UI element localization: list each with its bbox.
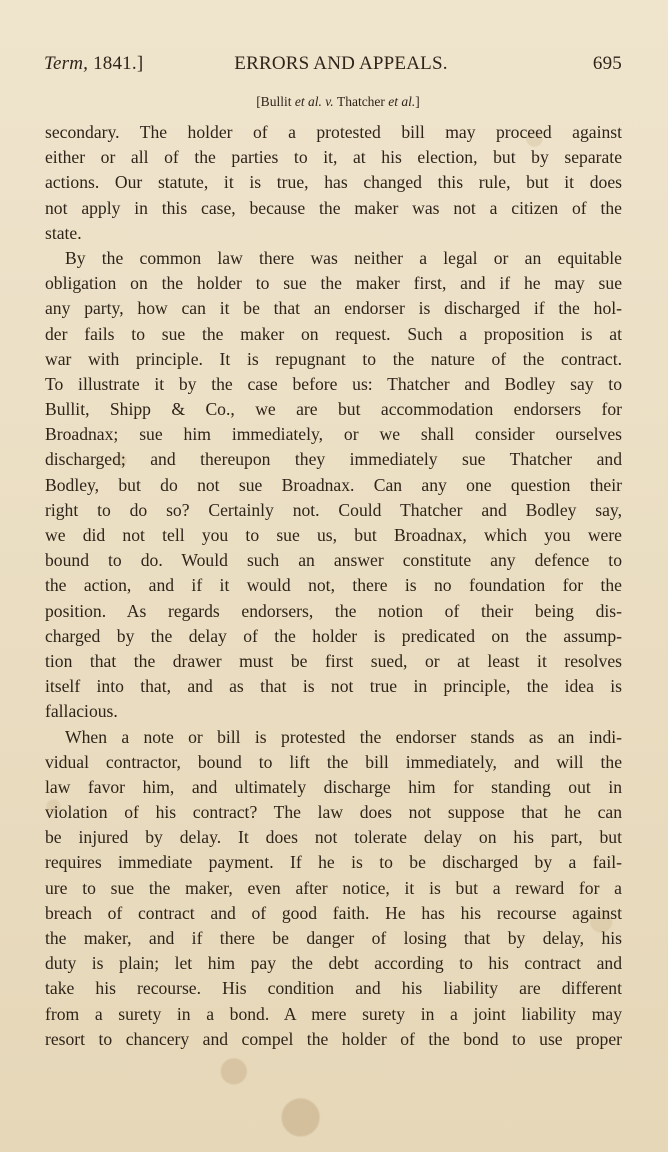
case-close: ] bbox=[415, 94, 420, 109]
text-line: from a surety in a bond. A mere surety in a joint liability may bbox=[45, 1003, 622, 1024]
text-line: fallacious. bbox=[45, 701, 118, 722]
running-header bbox=[44, 53, 622, 79]
text-line: be injured by delay. It does not tolerate delay on his part, but bbox=[45, 827, 622, 848]
text-line: bound to do. Would such an answer constitute any defence to bbox=[45, 550, 622, 571]
text-line: right to do so? Certainly not. Could Thatcher and Bodley say, bbox=[45, 499, 622, 520]
text-line: By the common law there was neither a legal or an equitable bbox=[65, 247, 622, 268]
text-line: charged by the delay of the holder is predicated on the assump- bbox=[45, 625, 622, 646]
text-line: war with principle. It is repugnant to the nature of the contract. bbox=[45, 348, 622, 369]
running-title: ERRORS AND APPEALS. bbox=[234, 53, 448, 74]
text-line: vidual contractor, bound to lift the bill immediately, and will the bbox=[45, 751, 622, 772]
text-line: not apply in this case, because the maker was not a citizen of the bbox=[45, 197, 622, 218]
text-line: the action, and if it would not, there is no foundation for the bbox=[45, 575, 622, 596]
case-open: [Bullit bbox=[256, 94, 295, 109]
case-caption bbox=[0, 94, 668, 110]
text-line: resort to chancery and compel the holder of the bond to use proper bbox=[45, 1028, 622, 1049]
text-line: violation of his contract? The law does not suppose that he can bbox=[45, 802, 622, 823]
text-line: secondary. The holder of a protested bill may proceed against bbox=[45, 122, 622, 142]
text-line: we did not tell you to sue us, but Broadnax, which you were bbox=[45, 525, 622, 545]
year-label: 1841.] bbox=[93, 53, 144, 74]
text-line: itself into that, and as that is not true in principle, the idea is bbox=[45, 676, 622, 697]
text-line: state. bbox=[45, 222, 82, 243]
text-line: actions. Our statute, it is true, has changed this rule, but it does bbox=[45, 172, 622, 193]
text-line: any party, how can it be that an endorser is discharged if the hol- bbox=[45, 298, 622, 319]
text-line: der fails to sue the maker on request. Such a proposition is at bbox=[45, 323, 622, 344]
text-line: ure to sue the maker, even after notice, it is but a reward for a bbox=[45, 877, 622, 898]
text-line: requires immediate payment. If he is to be discharged by a fail- bbox=[45, 852, 622, 873]
text-line: position. As regards endorsers, the notion of their being dis- bbox=[45, 600, 622, 621]
term-label: Term, bbox=[44, 53, 89, 74]
text-line: breach of contract and of good faith. He has his recourse against bbox=[45, 902, 622, 923]
case-defendant: Thatcher bbox=[336, 94, 389, 109]
case-versus: v. bbox=[321, 94, 337, 109]
text-line: either or all of the parties to it, at his election, but by separate bbox=[45, 147, 622, 168]
body-text bbox=[45, 120, 622, 1052]
case-etal-2: et al. bbox=[388, 94, 416, 109]
text-line: tion that the drawer must be first sued, or at least it resolves bbox=[45, 650, 622, 671]
text-line: Bodley, but do not sue Broadnax. Can any one question their bbox=[45, 474, 622, 495]
text-line: discharged; and thereupon they immediately sue Thatcher and bbox=[45, 449, 622, 470]
text-line: law favor him, and ultimately discharge him for standing out in bbox=[45, 776, 622, 797]
case-etal-1: et al. bbox=[294, 94, 322, 109]
text-line: take his recourse. His condition and his liability are different bbox=[45, 978, 622, 999]
text-line: Broadnax; sue him immediately, or we shall consider ourselves bbox=[45, 424, 622, 445]
text-line: Bullit, Shipp & Co., we are but accommodation endorsers for bbox=[45, 399, 622, 420]
text-line: When a note or bill is protested the endorser stands as an indi- bbox=[65, 726, 622, 747]
text-line: obligation on the holder to sue the maker first, and if he may sue bbox=[45, 273, 622, 294]
page-number: 695 bbox=[592, 53, 622, 74]
text-line: the maker, and if there be danger of losing that by delay, his bbox=[45, 928, 622, 948]
text-line: duty is plain; let him pay the debt according to his contract and bbox=[45, 953, 622, 974]
text-line: To illustrate it by the case before us: Thatcher and Bodley say to bbox=[45, 373, 622, 394]
